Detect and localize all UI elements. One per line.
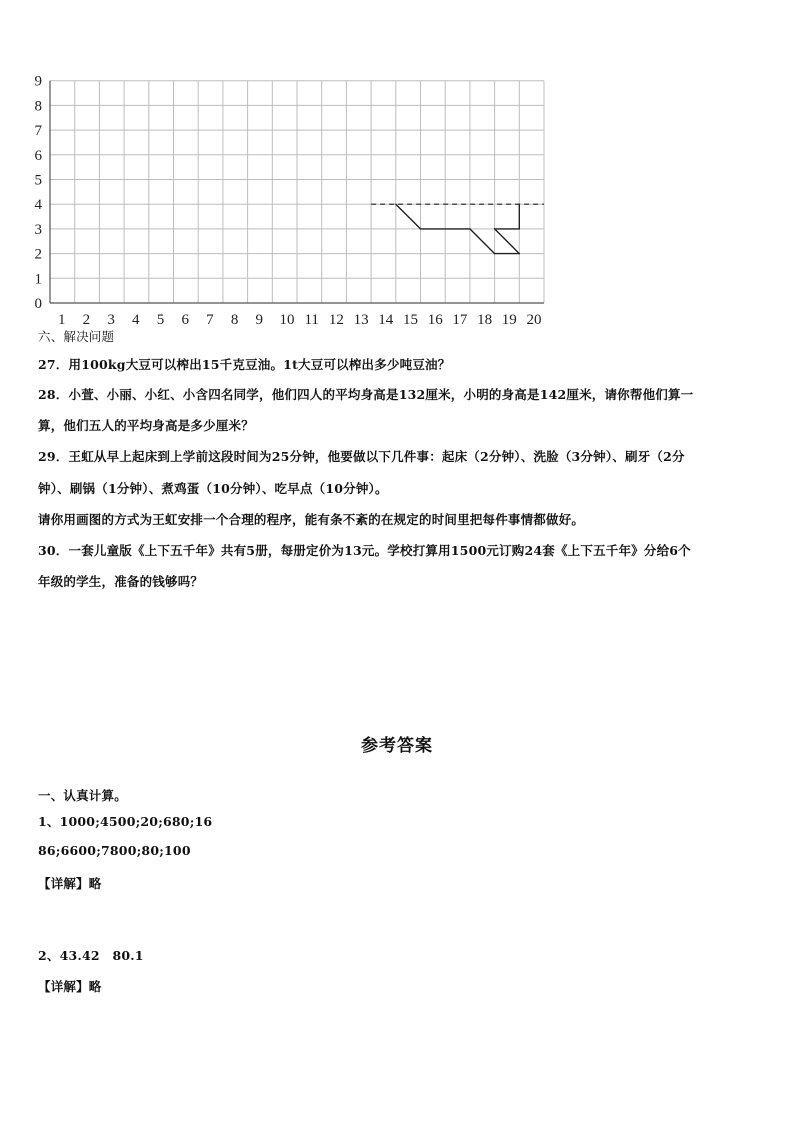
question-28-line-1: 28．小萱、小丽、小红、小含四名同学，他们四人的平均身高是132厘米，小明的身高是142厘米，请你帮他们算一 bbox=[38, 387, 694, 402]
x-tick-label: 9 bbox=[255, 312, 264, 328]
grid-chart bbox=[0, 0, 794, 335]
y-tick-label: 1 bbox=[34, 271, 42, 288]
question-30-line-1: 30．一套儿童版《上下五千年》共有5册，每册定价为13元。学校打算用1500元订购24套《上下五千年》分给6个 bbox=[38, 543, 691, 558]
y-tick-label: 8 bbox=[34, 98, 42, 115]
answer-2-detail: 【详解】略 bbox=[38, 979, 102, 994]
grid-lines bbox=[50, 81, 544, 303]
answer-key-title: 参考答案 bbox=[361, 736, 433, 756]
x-tick-label: 15 bbox=[403, 312, 418, 328]
question-29-line-3: 请你用画图的方式为王虹安排一个合理的程序，能有条不紊的在规定的时间里把每件事情都做好。 bbox=[38, 512, 585, 527]
x-tick-label: 19 bbox=[501, 312, 517, 328]
x-tick-label: 5 bbox=[156, 312, 165, 328]
x-tick-label: 16 bbox=[427, 312, 443, 328]
question-29-line-2: 钟）、刷锅（1分钟）、煮鸡蛋（10分钟）、吃早点（10分钟）。 bbox=[38, 481, 388, 496]
question-27: 27．用100kg大豆可以榨出15千克豆油。1t大豆可以榨出多少吨豆油？ bbox=[38, 357, 451, 372]
answer-section-1-heading: 一、认真计算。 bbox=[38, 788, 127, 803]
x-tick-label: 2 bbox=[82, 312, 91, 328]
x-tick-label: 4 bbox=[132, 312, 140, 328]
section-6-heading: 六、解决问题 bbox=[38, 329, 115, 344]
y-tick-label: 5 bbox=[34, 172, 42, 189]
x-tick-label: 14 bbox=[378, 312, 394, 328]
question-28-line-2: 算，他们五人的平均身高是多少厘米？ bbox=[38, 418, 254, 433]
x-tick-label: 12 bbox=[328, 312, 344, 328]
y-tick-label: 4 bbox=[34, 197, 42, 214]
y-tick-label: 6 bbox=[34, 147, 42, 164]
x-tick-label: 18 bbox=[477, 312, 493, 328]
y-tick-label: 3 bbox=[34, 221, 42, 238]
answer-1-line-2: 86;6600;7800;80;100 bbox=[38, 843, 191, 858]
shape-segment bbox=[470, 229, 495, 254]
x-tick-label: 11 bbox=[304, 312, 319, 328]
y-tick-label: 2 bbox=[34, 246, 42, 263]
answer-1-detail: 【详解】略 bbox=[38, 876, 102, 891]
shape-segment bbox=[495, 229, 520, 254]
x-tick-label: 7 bbox=[206, 312, 214, 328]
question-29-line-1: 29．王虹从早上起床到上学前这段时间为25分钟，他要做以下几件事：起床（2分钟）、洗脸（3分钟）、刷牙（2分 bbox=[38, 449, 685, 464]
shape-segment bbox=[396, 204, 421, 229]
x-tick-label: 17 bbox=[452, 312, 468, 328]
y-tick-label: 9 bbox=[34, 73, 42, 90]
x-tick-label: 6 bbox=[181, 312, 189, 328]
question-30-line-2: 年级的学生，准备的钱够吗？ bbox=[38, 574, 204, 589]
answer-1-line-1: 1、1000;4500;20;680;16 bbox=[38, 814, 213, 829]
y-tick-label: 7 bbox=[34, 123, 42, 140]
x-tick-label: 8 bbox=[230, 312, 239, 328]
y-axis-labels bbox=[35, 74, 43, 312]
x-tick-label: 20 bbox=[526, 312, 542, 328]
x-tick-label: 3 bbox=[107, 312, 115, 328]
x-tick-label: 10 bbox=[279, 312, 295, 328]
answer-2-line-1: 2、43.42 80.1 bbox=[38, 948, 144, 963]
x-tick-label: 13 bbox=[353, 312, 369, 328]
x-tick-label: 1 bbox=[57, 312, 66, 328]
y-tick-label: 0 bbox=[34, 296, 42, 312]
x-axis-labels bbox=[58, 312, 542, 328]
